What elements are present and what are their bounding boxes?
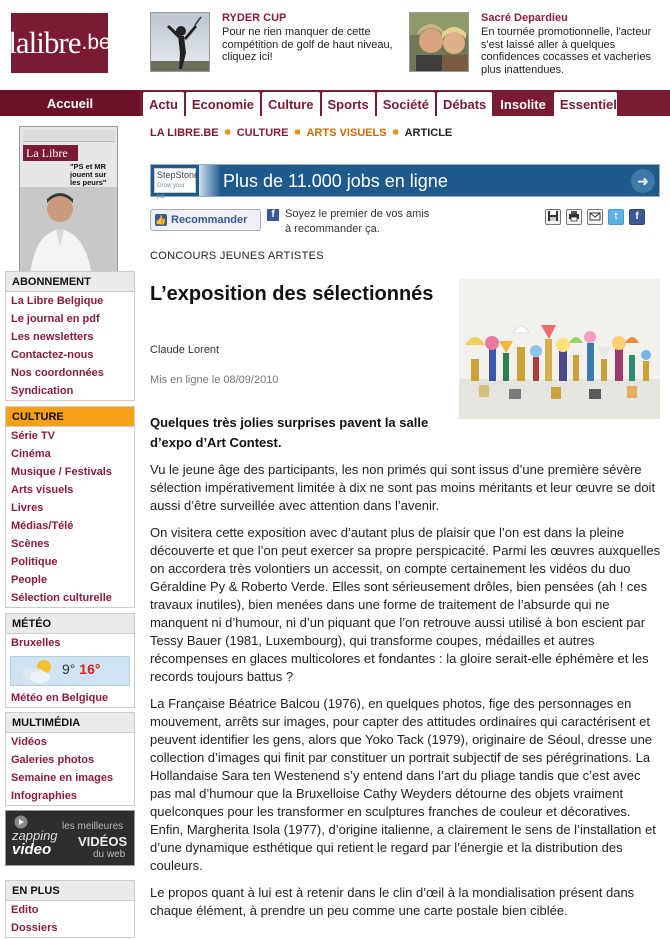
breadcrumb-separator: ■ (392, 127, 399, 138)
video-promo-line2: VIDÉOS (78, 834, 128, 849)
logo-text: lalibre (8, 25, 81, 60)
breadcrumb-arts-visuels[interactable]: ARTS VISUELS (306, 127, 387, 139)
email-icon[interactable] (587, 209, 603, 225)
article-paragraph: La Française Béatrice Balcou (1976), en quelques photos, fige des personnages en mouvement, arrêts sur images, pour capter des attitudes ordinaires qui caractérisent et peuvent identifier les gens, alors que Yoko Tack (1979), originaire de Séoul, dresse une collection d’images qui finit par constituer un portrait subjectif de ses pérégrinations. La Hollandaise Sara ten Westenend s’y entend dans l’art du pliage tandis que c’est avec pas mal d’humour que la Bruxelloise Cathy Weyders détourne des objets vraiment quelconques pour les transformer en sculptures franches de couleur et décoratives. Enfin, Margherita Isola (1977), d’origine italienne, a clairement le sens de l’installation et d’une dynamique esthétique qui retient le regard par l’énergie et la distribution des couleurs. (150, 696, 656, 873)
article-kicker: CONCOURS JEUNES ARTISTES (150, 250, 324, 262)
breadcrumb-separator: ■ (294, 127, 301, 138)
print-icon[interactable] (566, 209, 582, 225)
culture-link[interactable]: Cinéma (11, 448, 51, 460)
facebook-social-text: Soyez le premier de vos amis à recommander ça. (285, 208, 430, 235)
nav-tab-sports[interactable]: Sports (322, 92, 375, 116)
temp-high: 16° (79, 661, 101, 677)
left-sidebar (0, 116, 140, 939)
breadcrumb-home[interactable]: LA LIBRE.BE (150, 127, 219, 139)
culture-link[interactable]: Arts visuels (11, 484, 74, 496)
breadcrumb-separator: ■ (224, 127, 231, 138)
promo-text[interactable]: En tournée promotionnelle, l'acteur s'est laissé aller à quelques confidences cocasses et vacheries plus inattendues. (481, 26, 652, 76)
article-paragraph: On visitera cette exposition avec d’autant plus de plaisir que l’on est dans la pleine découverte et que l’on peut exercer sa propre perspicacité. Parmi les œuvres auxquelles on accordera très volontiers un accessit, on compte certainement les vidéos du duo Géraldine Py & Roberto Verde. Elles sont sérieusement drôles, bien pensées (ah ! ces travaux inutiles), bien menées dans une forme de traitement de l’absurde qui ne manquent ni d’humour, ni d’un piquant que l’on retrouve aussi utilisé à bon escient par Tessy Bauer (1981, Luxembourg), qui transforme coupes, médailles et autres récompenses en glaces multicolores et fondantes : la gloire serait-elle éphémère et les records toujours battus ? (150, 525, 661, 684)
meteo-belgium-link[interactable]: Météo en Belgique (11, 692, 109, 704)
facebook-share-icon[interactable]: f (629, 209, 645, 225)
culture-link[interactable]: Musique / Festivals (11, 466, 112, 478)
article-date: Mis en ligne le 08/09/2010 (150, 374, 279, 386)
arrow-right-icon[interactable]: ➜ (631, 169, 655, 193)
multimedia-box (5, 712, 135, 806)
abonnement-link[interactable]: Contactez-nous (11, 349, 94, 361)
abonnement-header: ABONNEMENT (6, 272, 134, 292)
multimedia-link[interactable]: Galeries photos (11, 754, 95, 766)
video-promo-line3: du web (93, 849, 126, 860)
article-paragraph: Le propos quant à lui est à retenir dans le clin d’œil à la mondialisation présent dans chaque élément, à prendre un peu comme une carte postale bien ciblée. (150, 885, 635, 918)
partly-cloudy-icon (20, 657, 56, 685)
stepstone-logo (154, 168, 200, 200)
multimedia-link[interactable]: Infographies (11, 790, 78, 802)
en-plus-link[interactable]: Edito (11, 904, 39, 916)
promo-title[interactable]: Sacré Depardieu (481, 12, 568, 24)
recommend-button[interactable] (150, 209, 261, 231)
promo-text[interactable]: Pour ne rien manquer de cette compétition de golf de haut niveau, cliquez ici! (222, 26, 393, 63)
culture-link[interactable]: Scènes (11, 538, 50, 550)
abonnement-link[interactable]: Syndication (11, 385, 74, 397)
breadcrumb-article: ARTICLE (404, 127, 453, 139)
zapping-label: zapping (12, 828, 58, 843)
article-headline: L’exposition des sélectionnés (150, 283, 434, 305)
abonnement-link[interactable]: Le journal en pdf (11, 313, 100, 325)
save-icon[interactable] (545, 209, 561, 225)
multimedia-header: MULTIMÉDIA (6, 713, 134, 733)
stepstone-name: StepStone (157, 170, 200, 180)
zapping-video-promo[interactable] (5, 810, 135, 866)
culture-link[interactable]: Politique (11, 556, 58, 568)
logo-suffix: .be (81, 31, 111, 54)
culture-link[interactable]: Livres (11, 502, 44, 514)
culture-box (5, 406, 135, 608)
video-promo-line1: les meilleures (62, 821, 124, 832)
newspaper-cover[interactable] (19, 126, 118, 276)
multimedia-link[interactable]: Semaine en images (11, 772, 114, 784)
cover-masthead: La Libre (23, 145, 78, 161)
play-icon (14, 815, 28, 829)
culture-header: CULTURE (6, 407, 134, 427)
temperature (62, 661, 100, 677)
twitter-icon[interactable]: t (608, 209, 624, 225)
meteo-box (5, 613, 135, 708)
cover-photo (20, 187, 118, 276)
recommend-label: Recommander (171, 214, 248, 226)
cover-headline: "PS et MR jouent sur les peurs" (70, 162, 107, 187)
banner-swirl (199, 165, 221, 196)
promo-title[interactable]: RYDER CUP (222, 12, 287, 24)
culture-link[interactable]: People (11, 574, 48, 586)
nav-tab-insolite[interactable]: Insolite (494, 92, 552, 116)
nav-home[interactable]: Accueil (0, 90, 140, 116)
main-navigation (0, 90, 670, 116)
site-header (0, 0, 670, 90)
abonnement-box (5, 271, 135, 401)
site-logo[interactable] (8, 13, 111, 73)
multimedia-link[interactable]: Vidéos (11, 736, 47, 748)
article-main (150, 116, 670, 939)
nav-tab-actu[interactable]: Actu (143, 92, 184, 116)
temp-low: 9° (62, 661, 76, 677)
en-plus-header: EN PLUS (6, 881, 134, 901)
jobs-banner-text: Plus de 11.000 jobs en ligne (223, 171, 448, 191)
depardieu-thumbnail[interactable] (409, 12, 469, 72)
en-plus-link[interactable]: Dossiers (11, 922, 58, 934)
facebook-icon: f (267, 209, 279, 221)
video-label: video (12, 841, 52, 858)
golfer-thumbnail[interactable] (150, 12, 210, 72)
culture-link[interactable]: Série TV (11, 430, 56, 442)
breadcrumb-culture[interactable]: CULTURE (236, 127, 289, 139)
article-paragraph: Vu le jeune âge des participants, les non primés qui sont issus d’une première sévère sélection impérativement limitée à dix ne sont pas moins méritants et leur œuvre se doit aussi d’être surveillée avec attention dans l’avenir. (150, 462, 656, 513)
weather-widget[interactable] (6, 652, 134, 689)
thumbs-up-icon: 👍 (155, 215, 167, 225)
abonnement-link[interactable]: La Libre Belgique (11, 295, 104, 307)
meteo-city[interactable]: Bruxelles (11, 637, 61, 649)
stepstone-jobs-banner[interactable] (150, 164, 660, 200)
nav-tab-economie[interactable]: Economie (186, 92, 260, 116)
nav-tab-essentiel[interactable]: Essentiel (554, 92, 617, 116)
article-author: Claude Lorent (150, 344, 220, 356)
share-toolbar (545, 209, 645, 225)
nav-tab-societe[interactable]: Société (377, 92, 435, 116)
abonnement-link[interactable]: Nos coordonnées (11, 367, 104, 379)
meteo-header: MÉTÉO (6, 614, 134, 634)
culture-link[interactable]: Sélection culturelle (11, 592, 112, 604)
nav-tab-culture[interactable]: Culture (262, 92, 320, 116)
en-plus-box (5, 880, 135, 938)
abonnement-link[interactable]: Les newsletters (11, 331, 94, 343)
cover-topline (23, 130, 115, 142)
culture-link[interactable]: Médias/Télé (11, 520, 74, 532)
breadcrumb (150, 127, 452, 139)
nav-tab-debats[interactable]: Débats (437, 92, 492, 116)
article-lead: Quelques très jolies surprises pavent la salle d’expo d’Art Contest. (150, 415, 429, 450)
article-photo[interactable] (459, 279, 660, 419)
stepstone-tagline: Grow your job (157, 183, 185, 200)
